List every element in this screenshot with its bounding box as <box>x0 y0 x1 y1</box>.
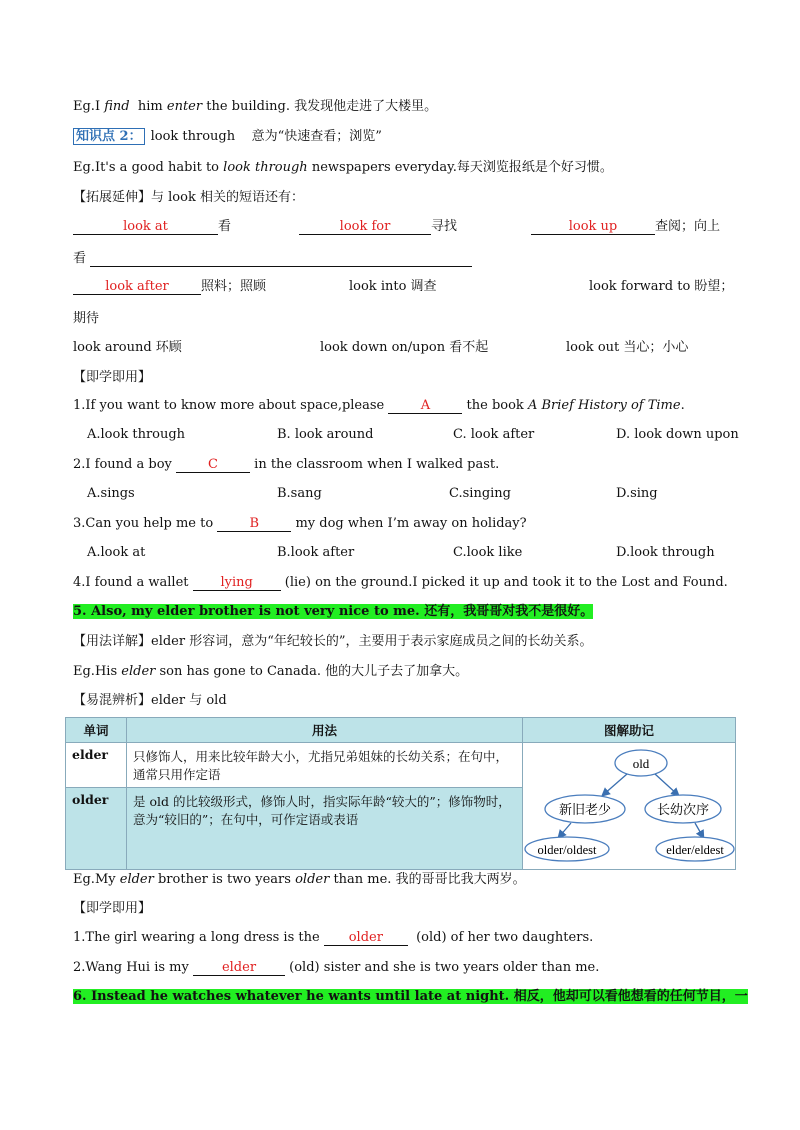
table-header-row <box>66 718 736 743</box>
extend-heading: 【拓展延伸】与 look 相关的短语还有： <box>73 190 304 205</box>
phrase-look-around: look around 环顾 <box>73 340 182 355</box>
phrase-look-forward-cont: 期待 <box>73 311 100 326</box>
q2-option-d: D.sing <box>616 486 658 501</box>
table-header-usage: 用法 <box>127 718 523 743</box>
practice-question-2: 2.Wang Hui is my elder (old) sister and she is two years older than me. <box>73 960 600 975</box>
table-word: elder <box>66 743 127 788</box>
knowledge-tag: 知识点 2： <box>73 128 145 145</box>
elder-old-table <box>65 717 736 870</box>
table-usage: 是 old 的比较级形式，修饰人时，指实际年龄“较大的”；修饰物时，意为“较旧的”；在句中，可作定语或表语 <box>127 788 523 870</box>
q3-option-c: C.look like <box>453 545 523 560</box>
practice-heading-2: 【即学即用】 <box>73 901 152 916</box>
phrase-look-down: look down on/upon 看不起 <box>320 340 489 355</box>
q1-option-d: D. look down upon <box>616 427 739 442</box>
phrase-look-after: look after 照料；照顾 <box>73 278 266 296</box>
confuse-heading: 【易混辨析】elder 与 old <box>73 693 227 708</box>
practice-heading: 【即学即用】 <box>73 370 152 385</box>
example-find: Eg.I find him enter the building. 我发现他走进了大楼里。 <box>73 99 438 114</box>
q3-option-d: D.look through <box>616 545 715 560</box>
table-usage: 只修饰人，用来比较年龄大小，尤指兄弟姐妹的长幼关系；在句中，通常只用作定语 <box>127 743 523 788</box>
phrase-look-up: look up 查阅；向上 <box>531 218 720 236</box>
phrase-look-up-cont: 看 <box>73 250 472 268</box>
sentence-6: 6. Instead he watches whatever he wants until late at night. 相反，他却可以看他想看的任何节目，一 <box>73 989 748 1004</box>
diagram-right-leaf-label: elder/eldest <box>666 843 724 857</box>
q2-option-a: A.sings <box>87 486 135 501</box>
phrase-look-into: look into 调查 <box>349 279 437 294</box>
diagram-left-leaf-label: older/oldest <box>537 843 597 857</box>
question-4: 4.I found a wallet lying (lie) on the ground.I picked it up and took it to the Lost and Found. <box>73 575 728 590</box>
table-row <box>66 743 736 788</box>
example-look-through: Eg.It's a good habit to look through newspapers everyday.每天浏览报纸是个好习惯。 <box>73 160 613 175</box>
diagram-left-label: 新旧老少 <box>558 803 612 818</box>
table-header-word: 单词 <box>66 718 127 743</box>
example-elder: Eg.His elder son has gone to Canada. 他的大儿子去了加拿大。 <box>73 664 469 679</box>
diagram-right-label: 长幼次序 <box>656 803 710 818</box>
phrase-look-for: look for 寻找 <box>299 218 457 236</box>
usage-explanation: 【用法详解】elder 形容词，意为“年纪较长的”，主要用于表示家庭成员之间的长幼关系。 <box>73 634 593 649</box>
example-my-elder: Eg.My elder brother is two years older than me. 我的哥哥比我大两岁。 <box>73 872 526 887</box>
diagram-root-label: old <box>632 756 650 771</box>
phrase-look-at: look at 看 <box>73 218 231 236</box>
question-1: 1.If you want to know more about space,please A the book A Brief History of Time. <box>73 398 685 413</box>
sentence-5: 5. Also, my elder brother is not very nice to me. 还有，我哥哥对我不是很好。 <box>73 604 594 619</box>
practice-question-1: 1.The girl wearing a long dress is the older (old) of her two daughters. <box>73 930 594 945</box>
q3-option-a: A.look at <box>87 545 146 560</box>
phrase-look-forward: look forward to 盼望； <box>589 279 734 294</box>
q1-option-a: A.look through <box>87 427 186 442</box>
q2-option-c: C.singing <box>449 486 511 501</box>
phrase-look-out: look out 当心；小心 <box>566 340 689 355</box>
question-2: 2.I found a boy C in the classroom when I walked past. <box>73 457 500 472</box>
mnemonic-diagram-cell <box>523 743 736 870</box>
table-header-diagram: 图解助记 <box>523 718 736 743</box>
knowledge-point-2: 知识点 2： look through 意为“快速查看；浏览” <box>73 128 382 146</box>
question-3: 3.Can you help me to B my dog when I’m away on holiday? <box>73 516 527 531</box>
q1-option-b: B. look around <box>277 427 374 442</box>
q3-option-b: B.look after <box>277 545 355 560</box>
mnemonic-diagram <box>523 743 735 863</box>
q2-option-b: B.sang <box>277 486 322 501</box>
table-word: older <box>66 788 127 870</box>
q1-option-c: C. look after <box>453 427 535 442</box>
